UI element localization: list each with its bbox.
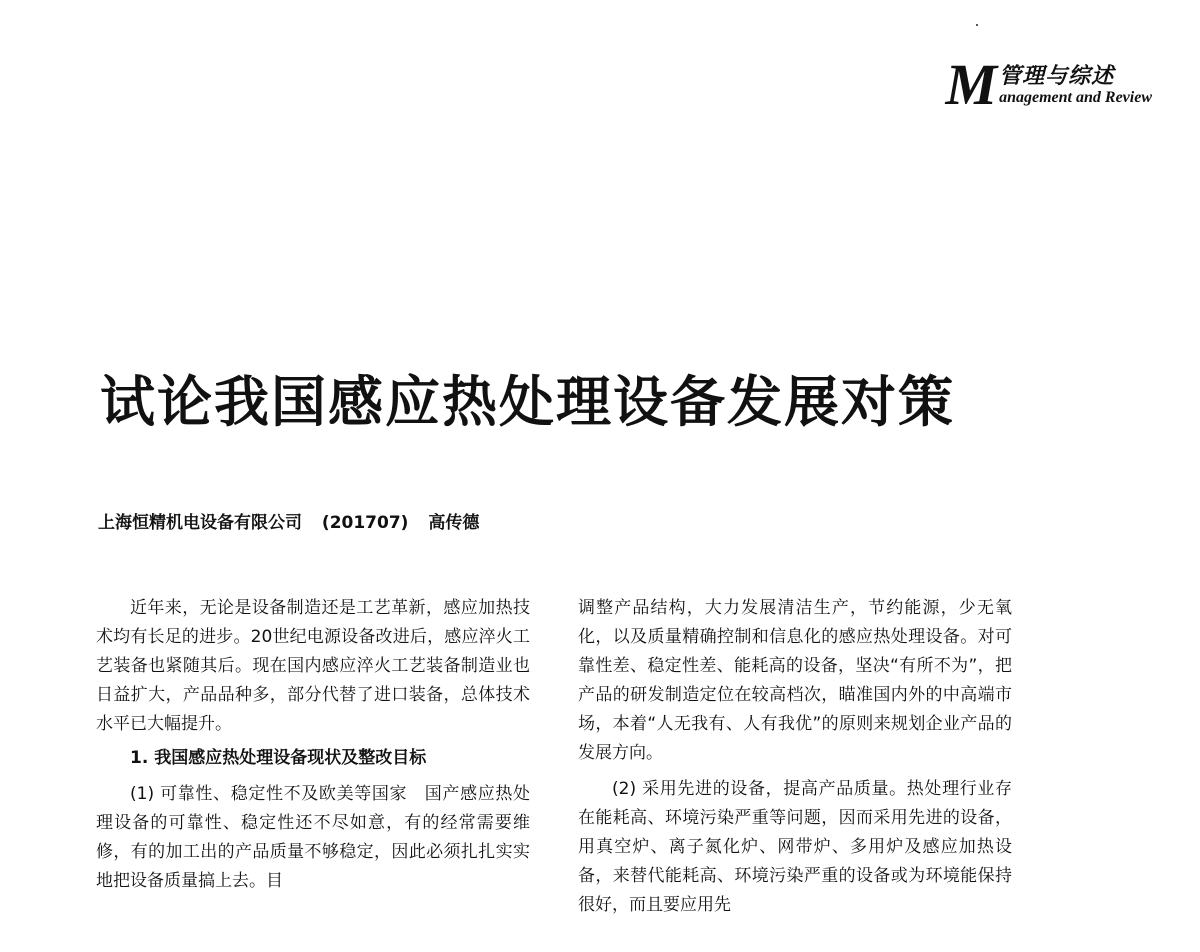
section-heading-1: 1. 我国感应热处理设备现状及整改目标 [130,748,427,768]
section-logo-letter: M [945,52,998,117]
journal-section-header [945,52,1152,117]
author: 高传德 [428,513,480,533]
byline [98,508,493,533]
section-labels [999,65,1152,108]
left-column [96,594,530,896]
paragraph-1: (1) 可靠性、稳定性不及欧美等国家 国产感应热处理设备的可靠性、稳定性还不尽如意，有的经常需要维修，有的加工出的产品质量不够稳定，因此必须扎扎实实地把设备质量搞上去。目 [96,784,530,891]
postcode: (201707) [321,513,409,533]
continued-paragraph: 调整产品结构，大力发展清洁生产，节约能源，少无氧化，以及质量精确控制和信息化的感应热处理设备。对可靠性差、稳定性差、能耗高的设备，坚决“有所不为”，把产品的研发制造定位在较高档次，瞄准国内外的中高端市场，本着“人无我有、人有我优”的原则来规划企业产品的发展方向。 [578,598,1012,763]
section-title-en: anagement and Review [999,89,1152,106]
scan-dot [976,24,978,26]
intro-paragraph: 近年来，无论是设备制造还是工艺革新，感应加热技术均有长足的进步。20世纪电源设备改进后，感应淬火工艺装备也紧随其后。现在国内感应淬火工艺装备制造业也日益扩大，产品品种多，部分代替了进口装备，总体技术水平已大幅提升。 [96,598,530,734]
paragraph-2: (2) 采用先进的设备，提高产品质量。热处理行业存在能耗高、环境污染严重等问题，因而采用先进的设备，用真空炉、离子氮化炉、网带炉、多用炉及感应加热设备，来替代能耗高、环境污染严重的设备或为环境能保持很好，而且要应用先 [578,779,1012,915]
affiliation: 上海恒精机电设备有限公司 [98,513,302,533]
right-column [578,594,1012,920]
section-title-cn: 管理与综述 [999,64,1115,89]
article-title: 试论我国感应热处理设备发展对策 [100,369,956,434]
